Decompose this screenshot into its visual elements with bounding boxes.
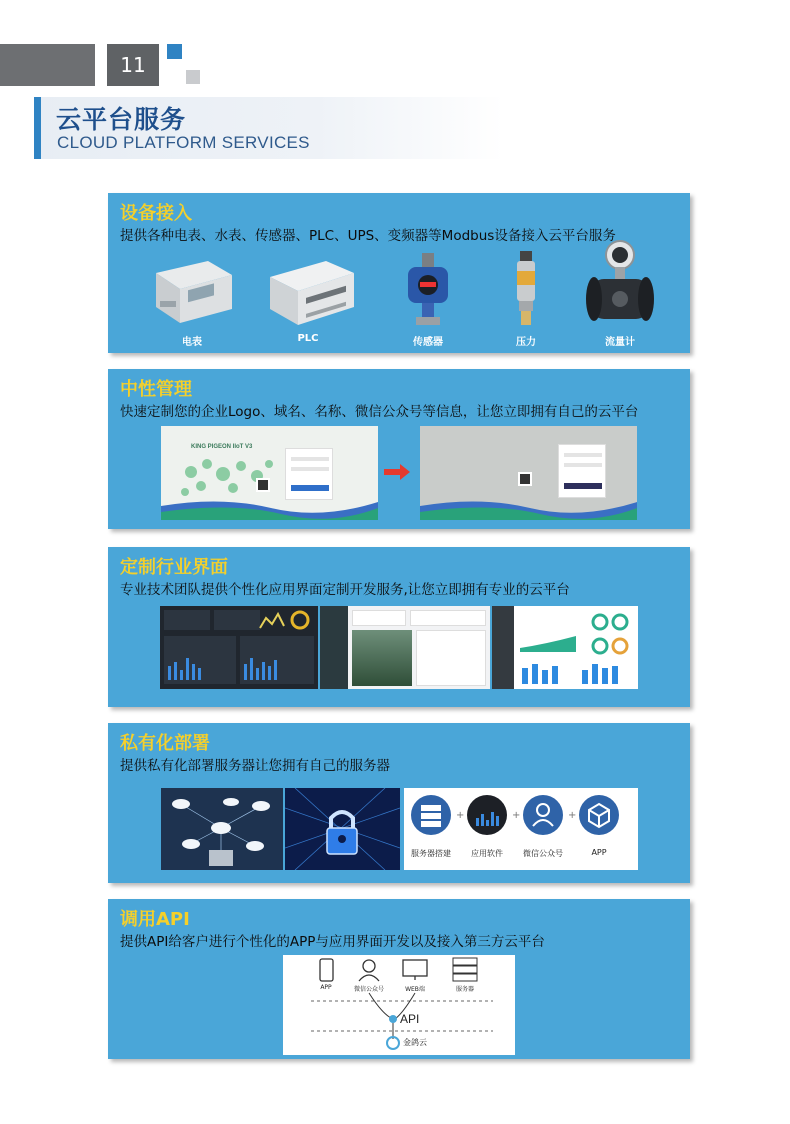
plus-icon: + — [568, 810, 577, 821]
device-label: PLC — [297, 333, 319, 344]
login-form-card — [285, 448, 333, 500]
client-label-wechat: 微信公众号 — [353, 986, 384, 993]
section-title: 私有化部署 — [120, 733, 210, 754]
section-private-deployment — [108, 723, 690, 883]
section-api — [108, 899, 690, 1059]
header-square-gray — [186, 70, 200, 84]
section-title: 中性管理 — [120, 379, 192, 400]
leaf-pattern-graphic — [171, 452, 291, 502]
section-title: 设备接入 — [120, 203, 192, 224]
component-label: 微信公众号 — [523, 849, 563, 858]
section-neutral-management — [108, 369, 690, 529]
cloud-label: 金鸽云 — [403, 1038, 427, 1047]
client-label-app: APP — [320, 984, 332, 991]
sensor-image — [398, 249, 458, 329]
flowmeter-image — [580, 237, 660, 331]
login-form-card — [558, 444, 606, 498]
wechat-account-icon — [522, 794, 564, 836]
plus-icon: + — [512, 810, 521, 821]
greenhouse-app-screenshot — [320, 606, 490, 689]
section-title: 定制行业界面 — [120, 557, 228, 578]
api-label: API — [400, 1012, 420, 1026]
app-software-icon — [466, 794, 508, 836]
server-icon — [410, 794, 452, 836]
title-accent-bar — [34, 97, 41, 159]
wave-footer-graphic — [161, 496, 378, 520]
wave-footer-graphic — [420, 496, 637, 520]
deployment-components — [404, 788, 638, 870]
component-label: 应用软件 — [471, 849, 503, 858]
pressure-transmitter-image — [508, 249, 544, 329]
custom-login-screenshot — [420, 426, 637, 520]
device-label: 电表 — [182, 337, 202, 348]
component-label: APP — [591, 848, 607, 857]
page-subtitle: CLOUD PLATFORM SERVICES — [57, 133, 310, 152]
qr-code-icon — [256, 478, 270, 492]
plc-image — [260, 251, 360, 329]
section-device-access — [108, 193, 690, 353]
section-custom-interface — [108, 547, 690, 707]
branded-login-screenshot — [161, 426, 378, 520]
header-bar — [0, 44, 95, 86]
security-lock-image — [285, 788, 400, 870]
client-label-web: WEB端 — [405, 986, 425, 993]
page-number: 11 — [107, 44, 159, 86]
dark-dashboard-screenshot — [160, 606, 318, 689]
section-description: 提供各种电表、水表、传感器、PLC、UPS、变频器等Modbus设备接入云平台服务 — [120, 228, 616, 244]
section-description: 提供私有化部署服务器让您拥有自己的服务器 — [120, 758, 390, 774]
page-title: 云平台服务 — [56, 105, 187, 134]
cloud-network-image — [161, 788, 283, 870]
arrow-right-icon — [382, 463, 412, 481]
login-brand-text: KING PIGEON IIoT V3 — [191, 444, 253, 450]
section-description: 快速定制您的企业Logo、域名、名称、微信公众号等信息，让您立即拥有自己的云平台 — [120, 404, 639, 420]
device-label: 传感器 — [413, 337, 443, 348]
section-title: 调用API — [120, 909, 190, 930]
app-cube-icon — [578, 794, 620, 836]
header-square-blue — [167, 44, 182, 59]
device-label: 流量计 — [605, 337, 635, 348]
component-label: 服务器搭建 — [411, 849, 451, 858]
analytics-app-screenshot — [492, 606, 638, 689]
section-description: 专业技术团队提供个性化应用界面定制开发服务,让您立即拥有专业的云平台 — [120, 582, 570, 598]
plus-icon: + — [456, 810, 465, 821]
device-label: 压力 — [516, 337, 536, 348]
qr-code-icon — [518, 472, 532, 486]
client-label-server: 服务器 — [455, 986, 474, 993]
electric-meter-image — [148, 253, 238, 328]
section-description: 提供API给客户进行个性化的APP与应用界面开发以及接入第三方云平台 — [120, 934, 545, 950]
api-diagram — [283, 955, 515, 1055]
